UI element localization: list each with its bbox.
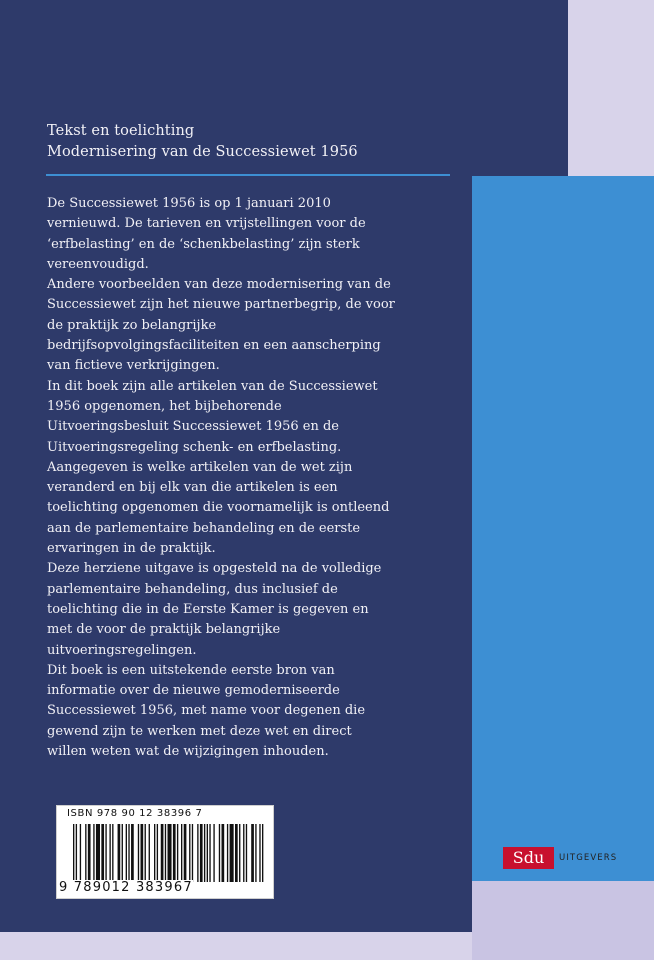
- barcode-bar: [109, 824, 110, 882]
- barcode-bar: [181, 824, 182, 882]
- cover-heading: [47, 121, 358, 163]
- barcode-bar: [197, 824, 198, 882]
- publisher-logo: [503, 847, 617, 869]
- barcode-bar: [192, 824, 193, 882]
- sdu-logo-text: Sdu: [512, 848, 545, 867]
- barcode-bar: [126, 824, 127, 882]
- blue-accent-panel: [472, 176, 654, 881]
- barcode-bar: [154, 824, 155, 882]
- barcode-bar: [200, 824, 203, 882]
- blurb-paragraph: Deze herziene uitgave is opgesteld na de volledige parlementaire behandeling, dus inclusief de toelichting die in de Eerste Kamer is gegeven en met de voor de praktijk belangrijke uitvoeringsregelingen.: [47, 561, 382, 658]
- ean-digits: 9 789012 383967: [59, 880, 193, 895]
- barcode-bar: [243, 824, 244, 882]
- barcode-bar: [85, 824, 86, 882]
- barcode-bar: [165, 824, 166, 882]
- barcode-bar: [204, 824, 205, 882]
- barcode-bar: [213, 824, 214, 882]
- sdu-logo-box: [503, 847, 554, 869]
- barcode-bar: [118, 824, 121, 882]
- barcode-bar: [251, 824, 254, 882]
- barcode-bar: [184, 824, 187, 882]
- barcode-bar: [209, 824, 210, 882]
- blurb-paragraph: De Successiewet 1956 is op 1 januari 2010 vernieuwd. De tarieven en vrijstellingen voor de ‘erfbelasting’ en de ‘schenkbelasting’ zijn sterk vereenvoudigd.: [47, 196, 366, 272]
- barcode-bar: [262, 824, 263, 882]
- isbn-barcode: [56, 805, 274, 899]
- lavender-corner-panel: [472, 881, 654, 960]
- barcode-bar: [255, 824, 256, 882]
- barcode-bar: [138, 824, 139, 882]
- barcode-bars: [63, 824, 267, 882]
- barcode-bar: [88, 824, 91, 882]
- isbn-label: ISBN 978 90 12 38396 7: [67, 808, 203, 819]
- barcode-bar: [157, 824, 158, 882]
- barcode-bar: [131, 824, 134, 882]
- divider-rule: [46, 174, 450, 176]
- barcode-bar: [239, 824, 240, 882]
- barcode-bar: [189, 824, 190, 882]
- blurb-paragraph: Dit boek is een uitstekende eerste bron van informatie over de nieuwe gemoderniseerde Successiewet 1956, met name voor degenen die gewend zijn te werken met deze wet en direct willen weten wat de wijzigingen inhouden.: [47, 662, 366, 760]
- barcode-bar: [168, 824, 172, 882]
- barcode-bar: [235, 824, 238, 882]
- barcode-bar: [80, 824, 81, 882]
- heading-line-1: Tekst en toelichting: [47, 123, 195, 139]
- barcode-bar: [122, 824, 123, 882]
- barcode-bar: [101, 824, 104, 882]
- blurb-paragraph: In dit boek zijn alle artikelen van de Successiewet 1956 opgenomen, het bijbehorende Uitvoeringsbesluit Successiewet 1956 en de Uitvoeringsregeling schenk- en erfbelasting. Aangegeven is welke artikelen van de wet zijn veranderd en bij elk van die artikelen is een toelichting opgenomen die voornamelijk is ontleend aan de parlementaire behandeling en de eerste ervaringen in de praktijk.: [47, 378, 390, 557]
- barcode-bar: [207, 824, 208, 882]
- barcode-bar: [112, 824, 113, 882]
- barcode-bar: [219, 824, 220, 882]
- barcode-bar: [161, 824, 164, 882]
- blurb-text: [47, 194, 395, 762]
- barcode-bar: [227, 824, 228, 882]
- blurb-paragraph: Andere voorbeelden van deze modernisering van de Successiewet zijn het nieuwe partnerbegrip, de voor de praktijk zo belangrijke bedrijfsopvolgingsfaciliteiten en een aanscherping van fictieve verkrijgingen.: [47, 277, 395, 374]
- barcode-bar: [145, 824, 146, 882]
- barcode-bar: [73, 824, 74, 882]
- barcode-bar: [96, 824, 100, 882]
- barcode-bar: [149, 824, 150, 882]
- barcode-bar: [76, 824, 77, 882]
- barcode-bar: [105, 824, 106, 882]
- barcode-bar: [222, 824, 225, 882]
- barcode-bar: [128, 824, 129, 882]
- barcode-bar: [259, 824, 260, 882]
- uitgevers-label: UITGEVERS: [559, 853, 618, 863]
- barcode-bar: [230, 824, 234, 882]
- barcode-bar: [177, 824, 178, 882]
- heading-line-2: Modernisering van de Successiewet 1956: [47, 144, 358, 160]
- barcode-bar: [246, 824, 247, 882]
- barcode-bar: [141, 824, 144, 882]
- barcode-bar: [93, 824, 94, 882]
- barcode-bar: [173, 824, 176, 882]
